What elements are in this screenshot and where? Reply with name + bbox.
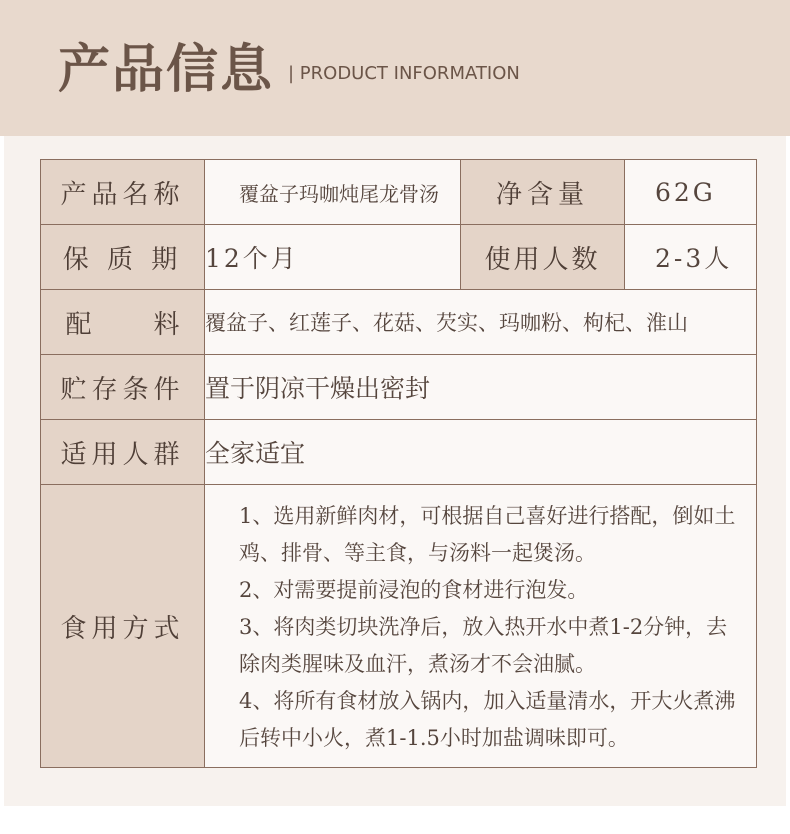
table-row <box>41 290 757 355</box>
ingredients-label-a: 配 <box>65 309 92 340</box>
servings-label: 使用人数 <box>461 225 625 290</box>
shelf-life-label: 保 质 期 <box>41 225 205 290</box>
method-step: 1、选用新鲜肉材，可根据自己喜好进行搭配，倒如土鸡、排骨、等主食，与汤料一起煲汤。 <box>239 503 736 565</box>
name-label: 产品名称 <box>41 160 205 225</box>
audience-value: 全家适宜 <box>205 420 757 485</box>
table-row <box>41 420 757 485</box>
table-row <box>41 355 757 420</box>
storage-value: 置于阴凉干燥出密封 <box>205 355 757 420</box>
table-row <box>41 225 757 290</box>
method-step: 3、将肉类切块洗净后，放入热开水中煮1-2分钟，去除肉类腥味及血汗，煮汤才不会油腻。 <box>239 614 728 676</box>
ingredients-value: 覆盆子、红莲子、花菇、芡实、玛咖粉、枸杞、淮山 <box>205 290 757 355</box>
page-title: 产品信息 <box>58 39 275 100</box>
method-step: 4、将所有食材放入锅内，加入适量清水，开大火煮沸后转中小火，煮1-1.5小时加盐调味即可。 <box>239 688 736 750</box>
net-weight-label: 净含量 <box>461 160 625 225</box>
name-value: 覆盆子玛咖炖尾龙骨汤 <box>205 160 461 225</box>
method-step: 2、对需要提前浸泡的食材进行泡发。 <box>239 577 589 602</box>
page-subtitle: | PRODUCT INFORMATION <box>288 63 520 84</box>
ingredients-label-b: 料 <box>153 309 180 340</box>
method-value <box>205 485 757 768</box>
audience-label: 适用人群 <box>41 420 205 485</box>
method-label: 食用方式 <box>41 485 205 768</box>
storage-label: 贮存条件 <box>41 355 205 420</box>
net-weight-value: 62G <box>625 160 757 225</box>
ingredients-label <box>41 290 205 355</box>
table-row <box>41 485 757 768</box>
table-row <box>41 160 757 225</box>
servings-value: 2-3人 <box>625 225 757 290</box>
shelf-life-value: 12个月 <box>205 225 461 290</box>
product-info-table <box>40 159 757 768</box>
header-banner <box>0 0 790 136</box>
